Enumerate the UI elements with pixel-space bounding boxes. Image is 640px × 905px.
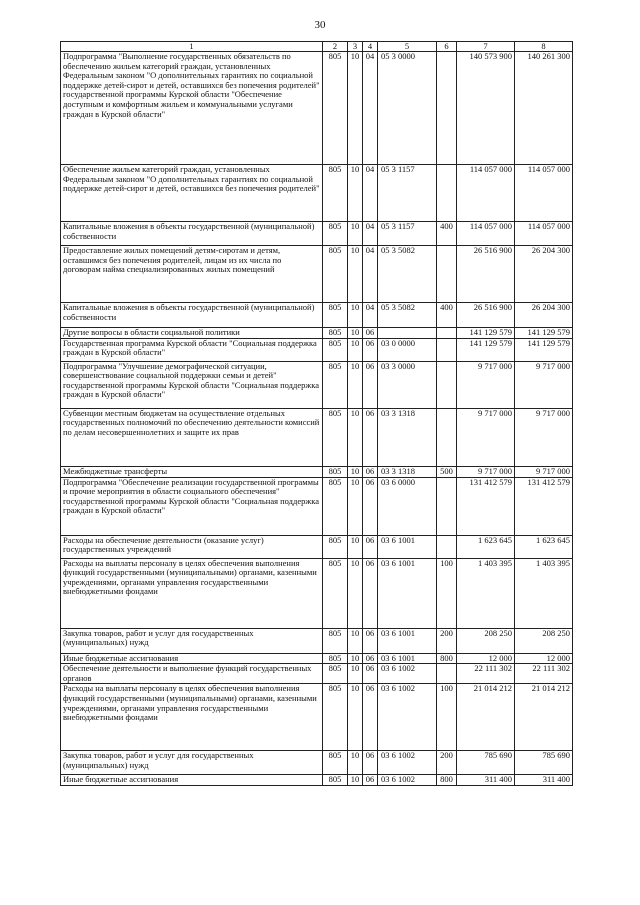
row-admin-code: 805 (323, 338, 348, 361)
row-amount-2: 141 129 579 (515, 338, 573, 361)
row-target-code: 03 0 0000 (378, 338, 437, 361)
row-amount-1: 208 250 (457, 628, 515, 653)
row-amount-2: 208 250 (515, 628, 573, 653)
row-subsection-code: 06 (363, 751, 378, 775)
row-subsection-code: 06 (363, 466, 378, 477)
row-expense-type: 200 (437, 628, 457, 653)
row-section-code: 10 (348, 361, 363, 408)
row-admin-code: 805 (323, 628, 348, 653)
row-expense-type: 800 (437, 653, 457, 664)
row-target-code (378, 328, 437, 339)
row-admin-code: 805 (323, 535, 348, 558)
table-row (61, 535, 573, 558)
row-section-code: 10 (348, 303, 363, 328)
row-name: Обеспечение жильем категорий граждан, установленных Федеральным законом "О дополнительных гарантиях по социальной поддержке детей-сирот и детей, оставшихся без попечения родителей" (61, 165, 323, 222)
row-target-code: 03 6 1001 (378, 653, 437, 664)
row-amount-2: 9 717 000 (515, 361, 573, 408)
row-expense-type (437, 246, 457, 303)
row-amount-1: 9 717 000 (457, 361, 515, 408)
row-name: Расходы на выплаты персоналу в целях обеспечения выполнения функций государственными (муниципальными) органами, казенными учреждениями, органами управления государственными внебюджетными фондами (61, 558, 323, 628)
table-row (61, 52, 573, 165)
row-amount-1: 114 057 000 (457, 222, 515, 246)
row-name: Подпрограмма "Обеспечение реализации государственной программы и прочие мероприятия в области социального обеспечения" государственной программы Курской области "Социальная поддержка граждан в Курской области" (61, 477, 323, 535)
row-admin-code: 805 (323, 408, 348, 466)
row-target-code: 05 3 5082 (378, 303, 437, 328)
row-target-code: 05 3 1157 (378, 222, 437, 246)
column-header: 8 (515, 42, 573, 52)
row-target-code: 03 6 1002 (378, 775, 437, 786)
table-row (61, 328, 573, 339)
row-subsection-code: 04 (363, 52, 378, 165)
table-row (61, 222, 573, 246)
row-expense-type (437, 664, 457, 684)
row-expense-type (437, 328, 457, 339)
row-amount-1: 26 516 900 (457, 246, 515, 303)
table-row (61, 338, 573, 361)
row-admin-code: 805 (323, 52, 348, 165)
row-amount-2: 131 412 579 (515, 477, 573, 535)
row-subsection-code: 06 (363, 653, 378, 664)
row-subsection-code: 06 (363, 328, 378, 339)
row-amount-1: 785 690 (457, 751, 515, 775)
row-section-code: 10 (348, 52, 363, 165)
row-subsection-code: 04 (363, 165, 378, 222)
table-row (61, 466, 573, 477)
row-amount-1: 9 717 000 (457, 408, 515, 466)
row-target-code: 03 6 1001 (378, 558, 437, 628)
row-name: Капитальные вложения в объекты государственной (муниципальной) собственности (61, 222, 323, 246)
row-section-code: 10 (348, 466, 363, 477)
row-name: Расходы на обеспечение деятельности (оказание услуг) государственных учреждений (61, 535, 323, 558)
row-expense-type: 400 (437, 222, 457, 246)
row-target-code: 05 3 1157 (378, 165, 437, 222)
row-name: Обеспечение деятельности и выполнение функций государственных органов (61, 664, 323, 684)
row-amount-2: 140 261 300 (515, 52, 573, 165)
row-expense-type: 200 (437, 751, 457, 775)
row-expense-type (437, 477, 457, 535)
table-row (61, 653, 573, 664)
row-amount-1: 140 573 900 (457, 52, 515, 165)
row-amount-2: 26 204 300 (515, 303, 573, 328)
row-name: Межбюджетные трансферты (61, 466, 323, 477)
row-section-code: 10 (348, 664, 363, 684)
row-section-code: 10 (348, 477, 363, 535)
row-admin-code: 805 (323, 165, 348, 222)
row-subsection-code: 06 (363, 408, 378, 466)
row-amount-1: 22 111 302 (457, 664, 515, 684)
row-target-code: 03 6 1002 (378, 751, 437, 775)
column-header: 3 (348, 42, 363, 52)
row-section-code: 10 (348, 558, 363, 628)
table-row (61, 361, 573, 408)
row-amount-2: 9 717 000 (515, 466, 573, 477)
row-amount-2: 26 204 300 (515, 246, 573, 303)
column-header: 6 (437, 42, 457, 52)
row-target-code: 03 6 1002 (378, 684, 437, 751)
row-amount-1: 311 400 (457, 775, 515, 786)
row-section-code: 10 (348, 628, 363, 653)
row-name: Государственная программа Курской области "Социальная поддержка граждан в Курской области" (61, 338, 323, 361)
table-row (61, 246, 573, 303)
column-header: 7 (457, 42, 515, 52)
row-target-code: 03 3 1318 (378, 408, 437, 466)
row-subsection-code: 06 (363, 684, 378, 751)
row-name: Субвенции местным бюджетам на осуществление отдельных государственных полномочий по обеспечению деятельности комиссий по делам несовершеннолетних и защите их прав (61, 408, 323, 466)
row-name: Предоставление жилых помещений детям-сиротам и детям, оставшимся без попечения родителей, лицам из их числа по договорам найма специализированных жилых помещений (61, 246, 323, 303)
row-subsection-code: 06 (363, 535, 378, 558)
row-amount-1: 21 014 212 (457, 684, 515, 751)
row-name: Расходы на выплаты персоналу в целях обеспечения выполнения функций государственными (муниципальными) органами, казенными учреждениями, органами управления государственными внебюджетными фондами (61, 684, 323, 751)
row-amount-1: 131 412 579 (457, 477, 515, 535)
table-row (61, 751, 573, 775)
row-admin-code: 805 (323, 684, 348, 751)
row-name: Другие вопросы в области социальной политики (61, 328, 323, 339)
column-header: 5 (378, 42, 437, 52)
row-subsection-code: 06 (363, 361, 378, 408)
row-section-code: 10 (348, 246, 363, 303)
row-amount-2: 9 717 000 (515, 408, 573, 466)
row-expense-type (437, 408, 457, 466)
row-subsection-code: 04 (363, 303, 378, 328)
row-admin-code: 805 (323, 751, 348, 775)
row-section-code: 10 (348, 653, 363, 664)
row-amount-1: 1 403 395 (457, 558, 515, 628)
row-admin-code: 805 (323, 466, 348, 477)
row-amount-2: 114 057 000 (515, 165, 573, 222)
row-target-code: 05 3 0000 (378, 52, 437, 165)
row-amount-2: 21 014 212 (515, 684, 573, 751)
row-expense-type (437, 535, 457, 558)
row-target-code: 03 3 1318 (378, 466, 437, 477)
row-expense-type (437, 165, 457, 222)
row-subsection-code: 06 (363, 628, 378, 653)
row-subsection-code: 06 (363, 664, 378, 684)
row-name: Иные бюджетные ассигнования (61, 653, 323, 664)
row-subsection-code: 06 (363, 558, 378, 628)
row-name: Закупка товаров, работ и услуг для государственных (муниципальных) нужд (61, 751, 323, 775)
row-section-code: 10 (348, 338, 363, 361)
table-row (61, 165, 573, 222)
row-target-code: 05 3 5082 (378, 246, 437, 303)
row-section-code: 10 (348, 535, 363, 558)
table-row (61, 477, 573, 535)
row-admin-code: 805 (323, 664, 348, 684)
row-amount-1: 141 129 579 (457, 338, 515, 361)
row-expense-type: 100 (437, 558, 457, 628)
row-admin-code: 805 (323, 303, 348, 328)
row-subsection-code: 06 (363, 477, 378, 535)
row-target-code: 03 6 1001 (378, 628, 437, 653)
row-amount-1: 9 717 000 (457, 466, 515, 477)
row-subsection-code: 06 (363, 338, 378, 361)
row-amount-2: 22 111 302 (515, 664, 573, 684)
row-name: Подпрограмма "Выполнение государственных обязательств по обеспечению жильем категорий граждан, установленных Федеральным законом "О дополнительных гарантиях по социальной поддержке детей-сирот и детей, оставшихся без попечения родителей" государственной программы Курской области "Обеспечение доступным и комфортным жильем и коммунальными услугами граждан в Курской области" (61, 52, 323, 165)
row-amount-2: 1 403 395 (515, 558, 573, 628)
budget-table (60, 41, 573, 786)
table-row (61, 558, 573, 628)
row-section-code: 10 (348, 328, 363, 339)
table-header-row (61, 42, 573, 52)
row-admin-code: 805 (323, 775, 348, 786)
row-admin-code: 805 (323, 361, 348, 408)
row-admin-code: 805 (323, 222, 348, 246)
table-row (61, 628, 573, 653)
row-amount-1: 12 000 (457, 653, 515, 664)
row-expense-type (437, 52, 457, 165)
row-amount-2: 114 057 000 (515, 222, 573, 246)
row-expense-type: 400 (437, 303, 457, 328)
row-amount-1: 1 623 645 (457, 535, 515, 558)
row-name: Иные бюджетные ассигнования (61, 775, 323, 786)
row-subsection-code: 04 (363, 246, 378, 303)
row-admin-code: 805 (323, 558, 348, 628)
row-admin-code: 805 (323, 653, 348, 664)
table-row (61, 684, 573, 751)
row-amount-1: 114 057 000 (457, 165, 515, 222)
row-expense-type: 500 (437, 466, 457, 477)
table-row (61, 775, 573, 786)
row-target-code: 03 6 1001 (378, 535, 437, 558)
row-expense-type (437, 338, 457, 361)
row-target-code: 03 3 0000 (378, 361, 437, 408)
row-amount-2: 12 000 (515, 653, 573, 664)
row-admin-code: 805 (323, 477, 348, 535)
table-row (61, 664, 573, 684)
row-target-code: 03 6 1002 (378, 664, 437, 684)
page-number: 30 (314, 19, 326, 31)
row-amount-1: 26 516 900 (457, 303, 515, 328)
row-admin-code: 805 (323, 328, 348, 339)
row-target-code: 03 6 0000 (378, 477, 437, 535)
row-amount-2: 785 690 (515, 751, 573, 775)
row-section-code: 10 (348, 751, 363, 775)
row-name: Капитальные вложения в объекты государственной (муниципальной) собственности (61, 303, 323, 328)
row-amount-2: 311 400 (515, 775, 573, 786)
row-section-code: 10 (348, 165, 363, 222)
column-header: 4 (363, 42, 378, 52)
row-section-code: 10 (348, 408, 363, 466)
row-name: Закупка товаров, работ и услуг для государственных (муниципальных) нужд (61, 628, 323, 653)
row-section-code: 10 (348, 222, 363, 246)
row-amount-2: 1 623 645 (515, 535, 573, 558)
table-row (61, 408, 573, 466)
row-name: Подпрограмма "Улучшение демографической ситуации, совершенствование социальной поддержки семьи и детей" государственной программы Курской области "Социальная поддержка граждан в Курской области" (61, 361, 323, 408)
row-section-code: 10 (348, 684, 363, 751)
row-expense-type: 100 (437, 684, 457, 751)
row-section-code: 10 (348, 775, 363, 786)
table-row (61, 303, 573, 328)
row-subsection-code: 06 (363, 775, 378, 786)
column-header: 2 (323, 42, 348, 52)
column-header: 1 (61, 42, 323, 52)
row-subsection-code: 04 (363, 222, 378, 246)
row-expense-type: 800 (437, 775, 457, 786)
row-admin-code: 805 (323, 246, 348, 303)
row-amount-2: 141 129 579 (515, 328, 573, 339)
row-amount-1: 141 129 579 (457, 328, 515, 339)
row-expense-type (437, 361, 457, 408)
